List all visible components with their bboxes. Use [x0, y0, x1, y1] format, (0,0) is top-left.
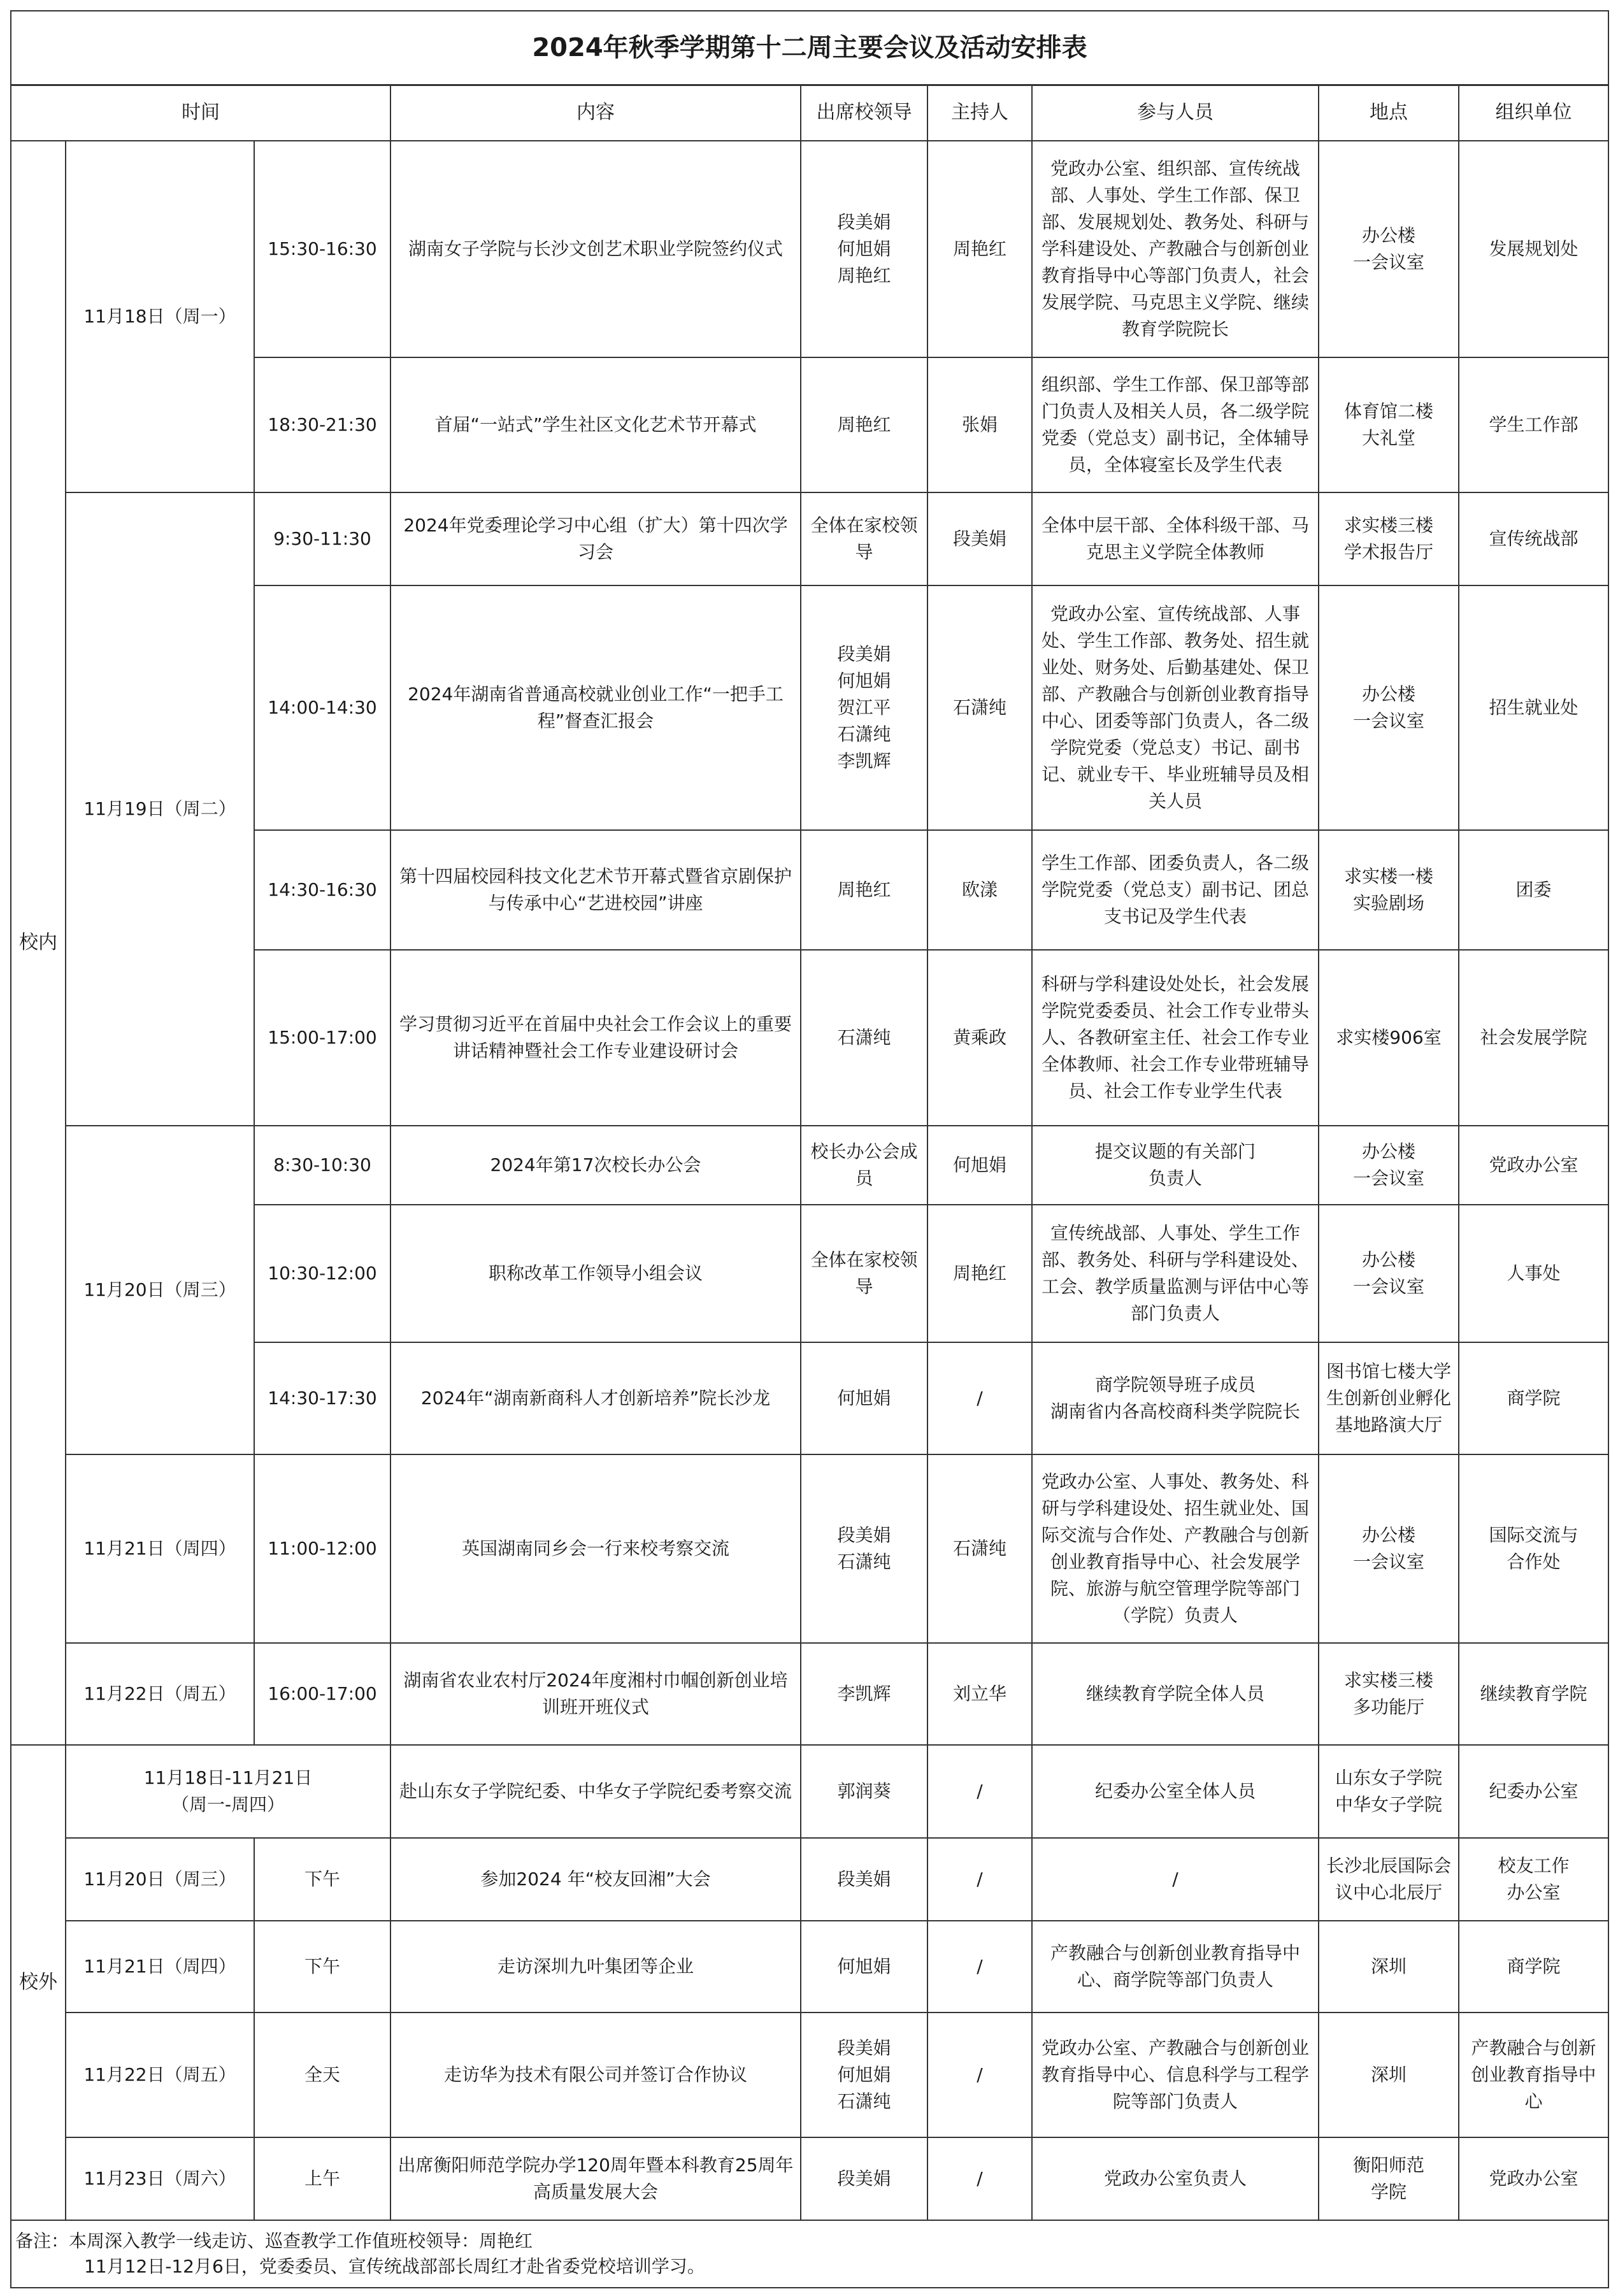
host-cell: 欧漾 [927, 830, 1032, 950]
leader-cell: 段美娟 何旭娟 周艳红 [801, 141, 927, 357]
leader-cell: 周艳红 [801, 357, 927, 492]
host-cell: 周艳红 [927, 1205, 1032, 1342]
date-cell: 11月20日（周三） [66, 1838, 254, 1921]
participants-cell: 纪委办公室全体人员 [1032, 1745, 1319, 1838]
host-cell: 石潇纯 [927, 585, 1032, 830]
location-cell: 求实楼906室 [1319, 950, 1459, 1126]
participants-cell: / [1032, 1838, 1319, 1921]
host-cell: 段美娟 [927, 492, 1032, 585]
host-cell: / [927, 2137, 1032, 2220]
content-cell: 职称改革工作领导小组会议 [390, 1205, 801, 1342]
organizer-cell: 产教融合与创新创业教育指导中心 [1459, 2013, 1608, 2137]
content-cell: 2024年党委理论学习中心组（扩大）第十四次学习会 [390, 492, 801, 585]
leader-cell: 周艳红 [801, 830, 927, 950]
host-cell: / [927, 1342, 1032, 1454]
location-cell: 办公楼 一会议室 [1319, 585, 1459, 830]
participants-cell: 党政办公室、产教融合与创新创业教育指导中心、信息科学与工程学院等部门负责人 [1032, 2013, 1319, 2137]
organizer-cell: 校友工作 办公室 [1459, 1838, 1608, 1921]
date-cell: 11月18日（周一） [66, 141, 254, 492]
note-duty-leader: 备注：本周深入教学一线走访、巡查教学工作值班校领导：周艳红 [15, 2230, 533, 2251]
content-cell: 赴山东女子学院纪委、中华女子学院纪委考察交流 [390, 1745, 801, 1838]
scope-label-inside: 校内 [11, 141, 66, 1745]
time-cell: 15:00-17:00 [254, 950, 390, 1126]
host-cell: 刘立华 [927, 1643, 1032, 1745]
location-cell: 求实楼三楼 学术报告厅 [1319, 492, 1459, 585]
organizer-cell: 党政办公室 [1459, 2137, 1608, 2220]
location-cell: 体育馆二楼 大礼堂 [1319, 357, 1459, 492]
participants-cell: 继续教育学院全体人员 [1032, 1643, 1319, 1745]
header-host: 主持人 [927, 85, 1032, 141]
organizer-cell: 招生就业处 [1459, 585, 1608, 830]
leader-cell: 全体在家校领导 [801, 492, 927, 585]
leader-cell: 段美娟 [801, 2137, 927, 2220]
host-cell: 何旭娟 [927, 1126, 1032, 1205]
participants-cell: 组织部、学生工作部、保卫部等部门负责人及相关人员，各二级学院党委（党总支）副书记，全体辅导员，全体寝室长及学生代表 [1032, 357, 1319, 492]
participants-cell: 全体中层干部、全体科级干部、马克思主义学院全体教师 [1032, 492, 1319, 585]
participants-cell: 提交议题的有关部门 负责人 [1032, 1126, 1319, 1205]
time-cell: 14:00-14:30 [254, 585, 390, 830]
schedule-row [11, 1745, 1608, 1838]
participants-cell: 商学院领导班子成员 湖南省内各高校商科类学院院长 [1032, 1342, 1319, 1454]
host-cell: / [927, 1921, 1032, 2013]
organizer-cell: 发展规划处 [1459, 141, 1608, 357]
leader-cell: 段美娟 何旭娟 石潇纯 [801, 2013, 927, 2137]
schedule-row [11, 2137, 1608, 2220]
organizer-cell: 国际交流与 合作处 [1459, 1454, 1608, 1643]
time-cell: 14:30-16:30 [254, 830, 390, 950]
organizer-cell: 继续教育学院 [1459, 1643, 1608, 1745]
location-cell: 长沙北辰国际会议中心北辰厅 [1319, 1838, 1459, 1921]
time-cell: 18:30-21:30 [254, 357, 390, 492]
organizer-cell: 党政办公室 [1459, 1126, 1608, 1205]
schedule-row [11, 1454, 1608, 1643]
leader-cell: 何旭娟 [801, 1921, 927, 2013]
content-cell: 出席衡阳师范学院办学120周年暨本科教育25周年高质量发展大会 [390, 2137, 801, 2220]
period-cell: 下午 [254, 1921, 390, 2013]
date-cell: 11月21日（周四） [66, 1921, 254, 2013]
host-cell: 黄乘政 [927, 950, 1032, 1126]
location-cell: 办公楼 一会议室 [1319, 1205, 1459, 1342]
location-cell: 求实楼三楼 多功能厅 [1319, 1643, 1459, 1745]
host-cell: / [927, 1745, 1032, 1838]
header-content: 内容 [390, 85, 801, 141]
location-cell: 办公楼 一会议室 [1319, 1454, 1459, 1643]
location-cell: 办公楼 一会议室 [1319, 1126, 1459, 1205]
note-row [11, 2220, 1608, 2288]
time-cell: 15:30-16:30 [254, 141, 390, 357]
header-organizer: 组织单位 [1459, 85, 1608, 141]
schedule-row [11, 1921, 1608, 2013]
leader-cell: 校长办公会成员 [801, 1126, 927, 1205]
host-cell: 石潇纯 [927, 1454, 1032, 1643]
time-cell: 16:00-17:00 [254, 1643, 390, 1745]
host-cell: / [927, 1838, 1032, 1921]
schedule-row [11, 2013, 1608, 2137]
location-cell: 深圳 [1319, 2013, 1459, 2137]
organizer-cell: 社会发展学院 [1459, 950, 1608, 1126]
note-cell [11, 2220, 1608, 2288]
time-cell: 14:30-17:30 [254, 1342, 390, 1454]
participants-cell: 党政办公室、人事处、教务处、科研与学科建设处、招生就业处、国际交流与合作处、产教融合与创新创业教育指导中心、社会发展学院、旅游与航空管理学院等部门（学院）负责人 [1032, 1454, 1319, 1643]
scope-label-outside: 校外 [11, 1745, 66, 2220]
schedule-row [11, 141, 1608, 357]
note-training: 11月12日-12月6日，党委委员、宣传统战部部长周红才赴省委党校培训学习。 [84, 2256, 705, 2277]
page-title: 2024年秋季学期第十二周主要会议及活动安排表 [11, 11, 1608, 85]
schedule-row [11, 1838, 1608, 1921]
location-cell: 求实楼一楼 实验剧场 [1319, 830, 1459, 950]
host-cell: / [927, 2013, 1032, 2137]
content-cell: 2024年湖南省普通高校就业创业工作“一把手工程”督查汇报会 [390, 585, 801, 830]
header-participants: 参与人员 [1032, 85, 1319, 141]
time-cell: 8:30-10:30 [254, 1126, 390, 1205]
participants-cell: 党政办公室、组织部、宣传统战部、人事处、学生工作部、保卫部、发展规划处、教务处、科研与学科建设处、产教融合与创新创业教育指导中心等部门负责人，社会发展学院、马克思主义学院、继续教育学院院长 [1032, 141, 1319, 357]
content-cell: 湖南女子学院与长沙文创艺术职业学院签约仪式 [390, 141, 801, 357]
leader-cell: 段美娟 石潇纯 [801, 1454, 927, 1643]
participants-cell: 产教融合与创新创业教育指导中心、商学院等部门负责人 [1032, 1921, 1319, 2013]
participants-cell: 党政办公室负责人 [1032, 2137, 1319, 2220]
content-cell: 首届“一站式”学生社区文化艺术节开幕式 [390, 357, 801, 492]
location-cell: 深圳 [1319, 1921, 1459, 2013]
header-location: 地点 [1319, 85, 1459, 141]
period-cell: 全天 [254, 2013, 390, 2137]
leader-cell: 李凯辉 [801, 1643, 927, 1745]
leader-cell: 郭润葵 [801, 1745, 927, 1838]
organizer-cell: 商学院 [1459, 1921, 1608, 2013]
organizer-cell: 团委 [1459, 830, 1608, 950]
organizer-cell: 商学院 [1459, 1342, 1608, 1454]
date-cell: 11月18日-11月21日 （周一-周四） [66, 1745, 390, 1838]
leader-cell: 段美娟 何旭娟 贺江平 石潇纯 李凯辉 [801, 585, 927, 830]
location-cell: 山东女子学院 中华女子学院 [1319, 1745, 1459, 1838]
host-cell: 周艳红 [927, 141, 1032, 357]
header-leader: 出席校领导 [801, 85, 927, 141]
time-cell: 10:30-12:00 [254, 1205, 390, 1342]
period-cell: 上午 [254, 2137, 390, 2220]
content-cell: 参加2024 年“校友回湘”大会 [390, 1838, 801, 1921]
content-cell: 英国湖南同乡会一行来校考察交流 [390, 1454, 801, 1643]
leader-cell: 全体在家校领导 [801, 1205, 927, 1342]
organizer-cell: 人事处 [1459, 1205, 1608, 1342]
leader-cell: 石潇纯 [801, 950, 927, 1126]
content-cell: 走访华为技术有限公司并签订合作协议 [390, 2013, 801, 2137]
location-cell: 图书馆七楼大学生创新创业孵化基地路演大厅 [1319, 1342, 1459, 1454]
header-time: 时间 [11, 85, 390, 141]
participants-cell: 科研与学科建设处处长，社会发展学院党委委员、社会工作专业带头人、各教研室主任、社会工作专业全体教师、社会工作专业带班辅导员、社会工作专业学生代表 [1032, 950, 1319, 1126]
host-cell: 张娟 [927, 357, 1032, 492]
participants-cell: 宣传统战部、人事处、学生工作部、教务处、科研与学科建设处、工会、教学质量监测与评估中心等部门负责人 [1032, 1205, 1319, 1342]
date-cell: 11月22日（周五） [66, 2013, 254, 2137]
content-cell: 湖南省农业农村厅2024年度湘村巾帼创新创业培训班开班仪式 [390, 1643, 801, 1745]
schedule-row [11, 492, 1608, 585]
content-cell: 第十四届校园科技文化艺术节开幕式暨省京剧保护与传承中心“艺进校园”讲座 [390, 830, 801, 950]
participants-cell: 党政办公室、宣传统战部、人事处、学生工作部、教务处、招生就业处、财务处、后勤基建处、保卫部、产教融合与创新创业教育指导中心、团委等部门负责人，各二级学院党委（党总支）书记、副书记、就业专干、毕业班辅导员及相关人员 [1032, 585, 1319, 830]
location-cell: 办公楼 一会议室 [1319, 141, 1459, 357]
organizer-cell: 学生工作部 [1459, 357, 1608, 492]
content-cell: 走访深圳九叶集团等企业 [390, 1921, 801, 2013]
schedule-table [10, 10, 1609, 2288]
leader-cell: 段美娟 [801, 1838, 927, 1921]
leader-cell: 何旭娟 [801, 1342, 927, 1454]
organizer-cell: 纪委办公室 [1459, 1745, 1608, 1838]
time-cell: 11:00-12:00 [254, 1454, 390, 1643]
period-cell: 下午 [254, 1838, 390, 1921]
organizer-cell: 宣传统战部 [1459, 492, 1608, 585]
content-cell: 学习贯彻习近平在首届中央社会工作会议上的重要讲话精神暨社会工作专业建设研讨会 [390, 950, 801, 1126]
schedule-row [11, 1126, 1608, 1205]
date-cell: 11月21日（周四） [66, 1454, 254, 1643]
date-cell: 11月19日（周二） [66, 492, 254, 1126]
date-cell: 11月22日（周五） [66, 1643, 254, 1745]
date-cell: 11月20日（周三） [66, 1126, 254, 1454]
time-cell: 9:30-11:30 [254, 492, 390, 585]
content-cell: 2024年第17次校长办公会 [390, 1126, 801, 1205]
content-cell: 2024年“湖南新商科人才创新培养”院长沙龙 [390, 1342, 801, 1454]
participants-cell: 学生工作部、团委负责人，各二级学院党委（党总支）副书记、团总支书记及学生代表 [1032, 830, 1319, 950]
schedule-row [11, 1643, 1608, 1745]
location-cell: 衡阳师范 学院 [1319, 2137, 1459, 2220]
date-cell: 11月23日（周六） [66, 2137, 254, 2220]
